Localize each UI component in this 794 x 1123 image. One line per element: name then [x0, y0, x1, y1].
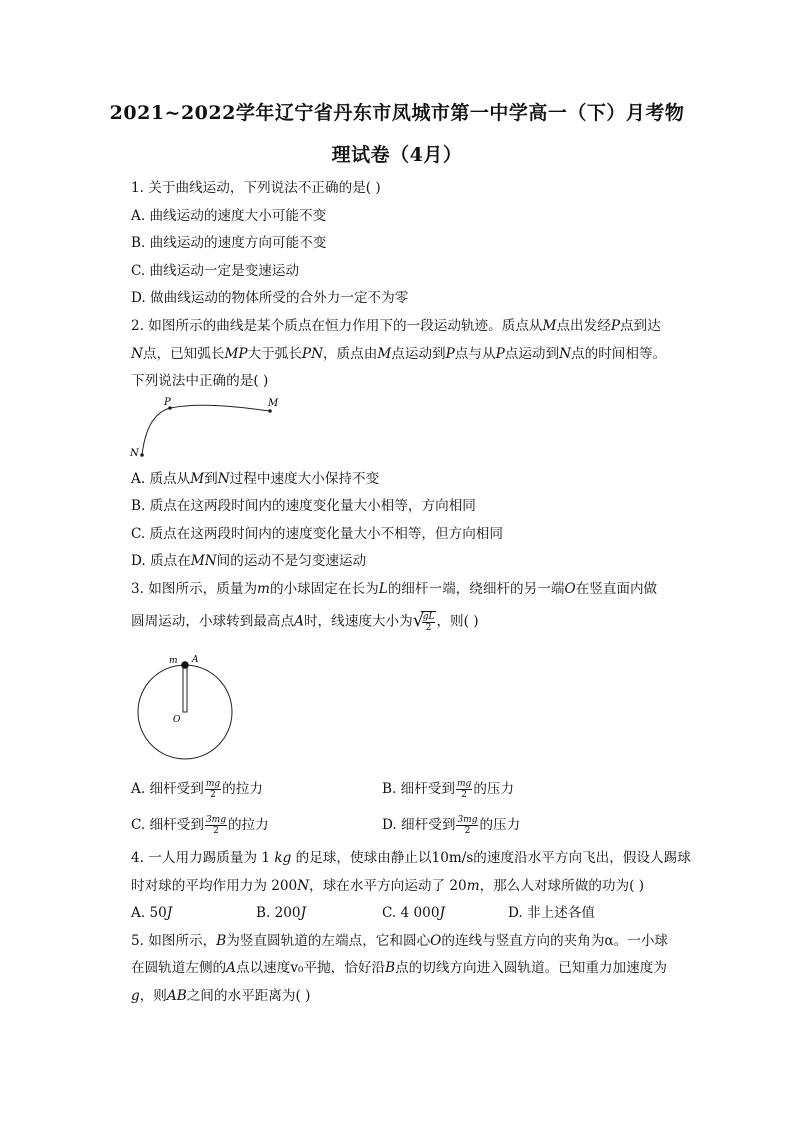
q1-stem: 1. 关于曲线运动，下列说法不正确的是( ) — [131, 180, 381, 196]
q2-stem-line3: 下列说法中正确的是( ) — [131, 373, 269, 389]
label-a: A — [192, 655, 199, 665]
ball — [181, 661, 189, 669]
point-m — [268, 409, 272, 413]
point-n — [140, 453, 144, 457]
q4-option-b: B. 200J — [256, 905, 307, 921]
q3-option-a: A. 细杆受到 $\frac{mg}{2}$ 的拉力 — [131, 779, 263, 800]
q2-trajectory-figure — [125, 395, 295, 463]
exam-title-line2: 理试卷（4月） — [331, 144, 463, 166]
q2-option-d: D. 质点在MN间的运动不是匀变速运动 — [131, 553, 367, 569]
rod — [183, 665, 187, 712]
q5-stem-line2: 在圆轨道左侧的A点以速度v₀平抛，恰好沿B点的切线方向进入圆轨道。已知重力加速度为 — [131, 960, 667, 976]
q2-stem-line1: 2. 如图所示的曲线是某个质点在恒力作用下的一段运动轨迹。质点从M点出发经P点到达 — [131, 318, 661, 334]
exam-title-line1: 2021~2022学年辽宁省丹东市凤城市第一中学高一（下）月考物 — [109, 102, 685, 124]
q3-stem-line1: 3. 如图所示，质量为m的小球固定在长为L的细杆一端，绕细杆的另一端O在竖直面内做 — [131, 581, 658, 597]
q4-stem-line2: 时对球的平均作用力为 200N，球在水平方向运动了 20m，那么人对球所做的功为( ) — [131, 878, 645, 894]
label-o: O — [173, 715, 181, 725]
label-p: P — [164, 397, 171, 408]
q3-option-c: C. 细杆受到 $\frac{3mg}{2}$ 的拉力 — [131, 815, 269, 836]
q4-option-d: D. 非上述各值 — [508, 905, 596, 921]
q1-option-a: A. 曲线运动的速度大小可能不变 — [131, 208, 327, 224]
q3-option-b: B. 细杆受到 $\frac{mg}{2}$ 的压力 — [382, 779, 515, 800]
q2-option-a: A. 质点从M到N过程中速度大小保持不变 — [131, 471, 380, 487]
q2-option-c: C. 质点在这两段时间内的速度变化量大小不相等，但方向相同 — [131, 526, 503, 542]
trajectory-curve — [142, 405, 270, 455]
q2-option-b: B. 质点在这两段时间内的速度变化量大小相等，方向相同 — [131, 498, 476, 514]
q2-stem-line2: N点，已知弧长MP大于弧长PN，质点由M点运动到P点与从P点运动到N点的时间相等。 — [131, 346, 667, 362]
label-m: M — [268, 398, 279, 409]
q5-stem-line3: g，则AB之间的水平距离为( ) — [131, 988, 311, 1004]
q3-circle-figure — [130, 648, 240, 766]
q5-stem-line1: 5. 如图所示，B为竖直圆轨道的左端点，它和圆心O的连线与竖直方向的夹角为α。一小球 — [131, 933, 669, 949]
label-n: N — [130, 448, 139, 459]
sqrt-expression: √ $\frac{gL}{2}$ — [412, 610, 435, 633]
q1-option-c: C. 曲线运动一定是变速运动 — [131, 263, 300, 279]
q4-option-a: A. 50J — [131, 905, 173, 921]
q3-stem-line2: 圆周运动，小球转到最高点A时，线速度大小为 √ $\frac{gL}{2}$ ，则( ) — [131, 610, 479, 633]
q3-option-d: D. 细杆受到 $\frac{3mg}{2}$ 的压力 — [382, 815, 521, 836]
q1-option-b: B. 曲线运动的速度方向可能不变 — [131, 235, 327, 251]
label-m: m — [169, 656, 178, 666]
q4-stem-line1: 4. 一人用力踢质量为 1 kg 的足球，使球由静止以10m/s的速度沿水平方向飞出，假设人踢球 — [131, 850, 691, 866]
q1-option-d: D. 做曲线运动的物体所受的合外力一定不为零 — [131, 290, 409, 306]
q4-option-c: C. 4 000J — [382, 905, 445, 921]
